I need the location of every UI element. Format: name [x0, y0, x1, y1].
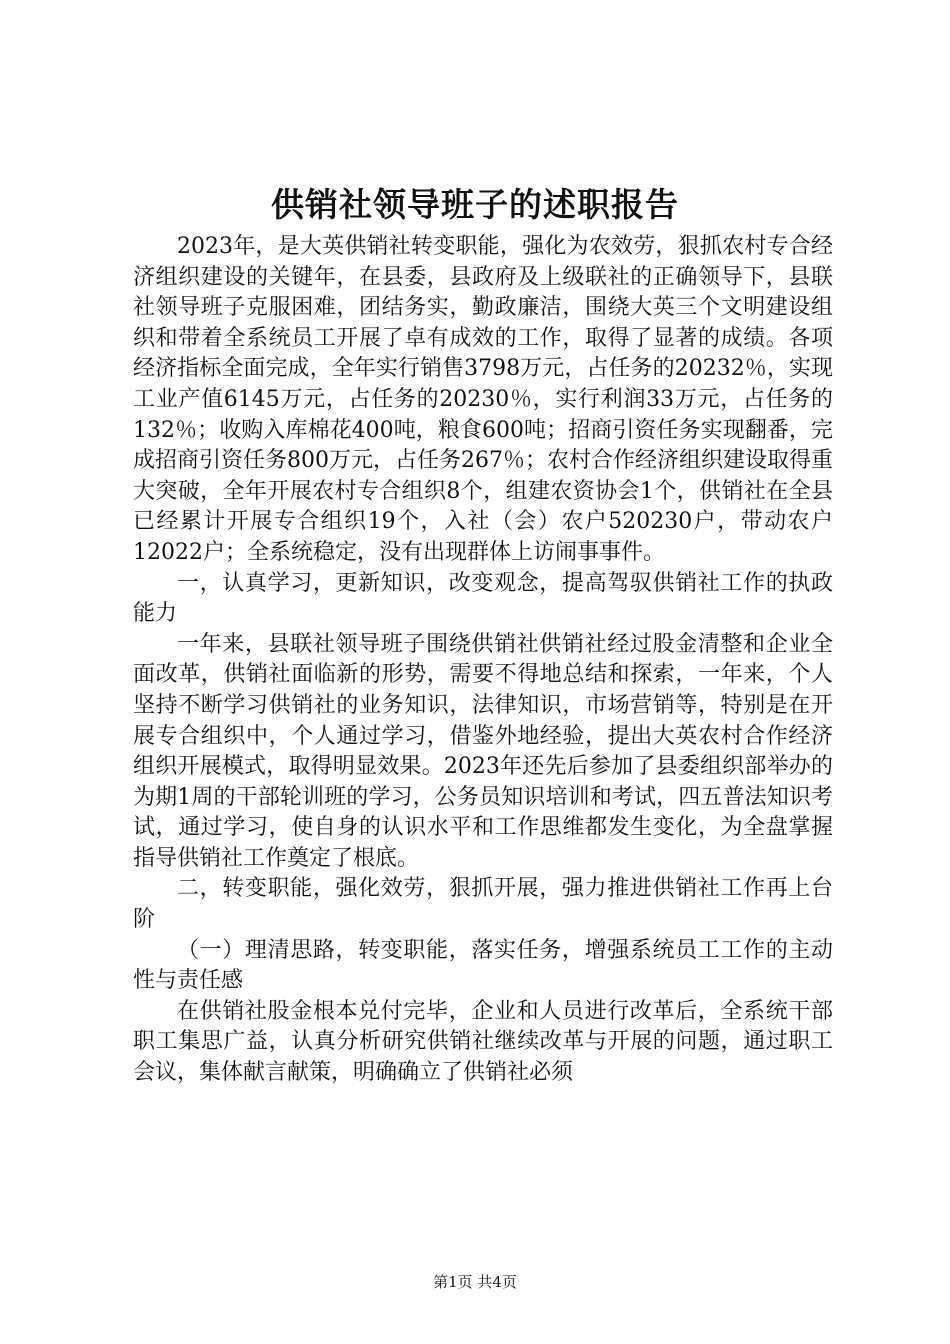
paragraph-intro: 2023年，是大英供销社转变职能，强化为农效劳，狠抓农村专合经济组织建设的关键年，在县委，县政府及上级联社的正确领导下，县联社领导班子克服困难，团结务实，勤政廉洁，围绕大英三个文明建设组织和带着全系统员工开展了卓有成效的工作，取得了显著的成绩。各项经济指标全面完成，全年实行销售3798万元，占任务的20232％，实现工业产值6145万元，占任务的20230％，实行利润33万元，占任务的132％；收购入库棉花400吨，粮食600吨；招商引资任务实现翻番，完成招商引资任务800万元，占任务267％；农村合作经济组织建设取得重大突破，全年开展农村专合组织8个，组建农资协会1个，供销社在全县已经累计开展专合组织19个，入社（会）农户520230户，带动农户12022户；全系统稳定，没有出现群体上访闹事事件。: [133, 234, 833, 565]
page-number: 第1页 共4页: [433, 1273, 517, 1291]
paragraph-section-1: 一年来，县联社领导班子围绕供销社供销社经过股金清整和企业全面改革，供销社面临新的形势，需要不得地总结和探索，一年来，个人坚持不断学习供销社的业务知识，法律知识，市场营销等，特别是在开展专合组织中，个人通过学习，借鉴外地经验，提出大英农村合作经济组织开展模式，取得明显效果。2023年还先后参加了县委组织部举办的为期1周的干部轮训班的学习，公务员知识培训和考试，四五普法知识考试，通过学习，使自身的认识水平和工作思维都发生变化，为全盘掌握指导供销社工作奠定了根底。: [133, 631, 833, 871]
paragraph-section-2-1: 在供销社股金根本兑付完毕，企业和人员进行改革后，全系统干部职工集思广益，认真分析研究供销社继续改革与开展的问题，通过职工会议，集体献言献策，明确确立了供销社必须: [133, 998, 833, 1086]
subheading-section-2-1: （一）理清思路，转变职能，落实任务，增强系统员工工作的主动性与责任感: [133, 937, 833, 994]
heading-section-2: 二，转变职能，强化效劳，狠抓开展，强力推进供销社工作再上台阶: [133, 876, 833, 933]
document-title: 供销社领导班子的述职报告: [271, 185, 679, 224]
heading-section-1: 一，认真学习，更新知识，改变观念，提高驾驭供销社工作的执政能力: [133, 570, 833, 627]
document-body: [133, 232, 833, 1089]
